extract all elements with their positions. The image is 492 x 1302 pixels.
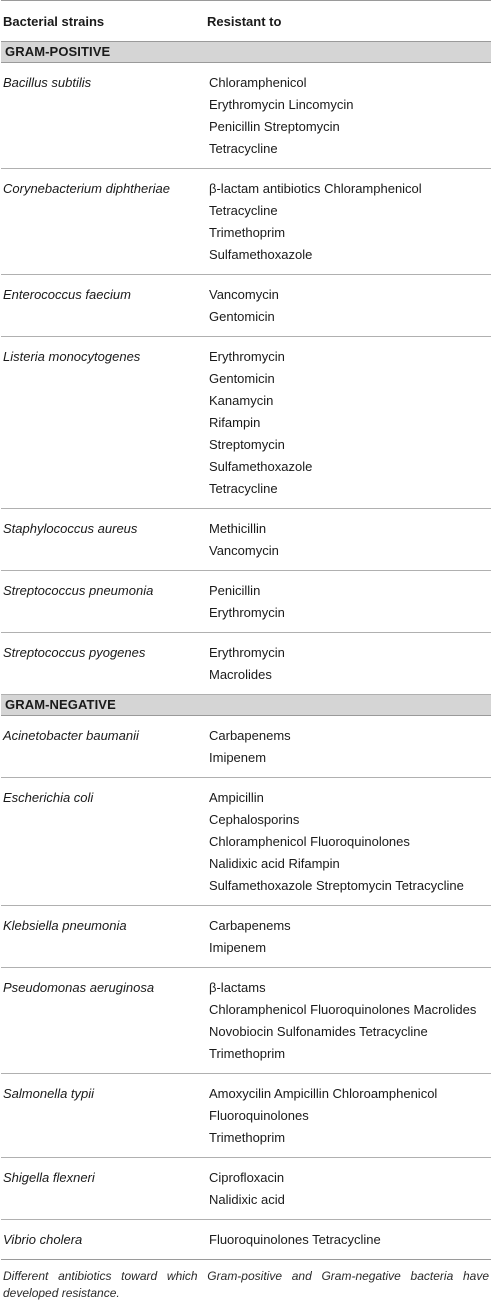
antibiotic-entry: Erythromycin <box>209 605 285 620</box>
resistance-table <box>1 0 491 1302</box>
antibiotic-entry: Trimethoprim <box>209 1046 286 1061</box>
resistant-list <box>209 178 491 266</box>
antibiotic-entry: Macrolides <box>209 667 272 682</box>
antibiotic-entry: Gentomicin <box>209 371 275 386</box>
strain-name: Staphylococcus aureus <box>3 521 138 536</box>
resistant-list <box>209 1083 491 1149</box>
antibiotic-entry: Ciprofloxacin <box>209 1170 285 1185</box>
table-row <box>1 968 491 1074</box>
resistant-list <box>209 642 491 686</box>
antibiotic-entry: Erythromycin Lincomycin <box>209 97 354 112</box>
table-row <box>1 275 491 337</box>
antibiotic-entry: Kanamycin <box>209 393 274 408</box>
antibiotic-entry: Chloramphenicol <box>209 75 307 90</box>
table-row <box>1 1158 491 1220</box>
resistant-list <box>209 977 491 1065</box>
antibiotic-entry: β-lactam antibiotics Chloramphenicol <box>209 181 422 196</box>
antibiotic-entry: Carbapenems <box>209 728 291 743</box>
antibiotic-entry: Methicillin <box>209 521 267 536</box>
resistant-list <box>209 284 491 328</box>
antibiotic-entry: Chloramphenicol Fluoroquinolones <box>209 834 410 849</box>
strain-name: Escherichia coli <box>3 790 94 805</box>
antibiotic-entry: Imipenem <box>209 750 267 765</box>
resistant-list <box>209 1167 491 1211</box>
strain-name: Acinetobacter baumanii <box>3 728 139 743</box>
table-row <box>1 1074 491 1158</box>
antibiotic-entry: Trimethoprim <box>209 1130 286 1145</box>
section-header: GRAM-NEGATIVE <box>1 695 491 716</box>
antibiotic-entry: Fluoroquinolones <box>209 1108 309 1123</box>
table-row <box>1 571 491 633</box>
antibiotic-entry: Nalidixic acid <box>209 1192 285 1207</box>
strain-name: Streptococcus pneumonia <box>3 583 154 598</box>
antibiotic-entry: Sulfamethoxazole <box>209 247 313 262</box>
resistant-list <box>209 787 491 897</box>
antibiotic-entry: Ampicillin <box>209 790 264 805</box>
table-body <box>1 42 491 1260</box>
table-row <box>1 716 491 778</box>
antibiotic-entry: Trimethoprim <box>209 225 286 240</box>
table-row <box>1 337 491 509</box>
table-row <box>1 169 491 275</box>
antibiotic-entry: Vancomycin <box>209 287 279 302</box>
resistant-list <box>209 72 491 160</box>
antibiotic-entry: Nalidixic acid Rifampin <box>209 856 340 871</box>
table-row <box>1 509 491 571</box>
strain-name: Vibrio cholera <box>3 1232 83 1247</box>
strain-name: Streptococcus pyogenes <box>3 645 146 660</box>
strain-name: Corynebacterium diphtheriae <box>3 181 170 196</box>
antibiotic-entry: Erythromycin <box>209 645 285 660</box>
antibiotic-entry: Gentomicin <box>209 309 275 324</box>
table-row <box>1 633 491 695</box>
antibiotic-entry: Novobiocin Sulfonamides Tetracycline <box>209 1024 428 1039</box>
antibiotic-entry: Carbapenems <box>209 918 291 933</box>
antibiotic-entry: β-lactams <box>209 980 266 995</box>
resistant-list <box>209 346 491 500</box>
antibiotic-entry: Tetracycline <box>209 141 278 156</box>
strain-name: Listeria monocytogenes <box>3 349 141 364</box>
strain-name: Shigella flexneri <box>3 1170 95 1185</box>
table-caption: Different antibiotics toward which Gram-positive and Gram-negative bacteria have developed resistance. <box>3 1269 489 1300</box>
antibiotic-entry: Sulfamethoxazole Streptomycin Tetracycline <box>209 878 464 893</box>
table-row <box>1 906 491 968</box>
strain-name: Pseudomonas aeruginosa <box>3 980 155 995</box>
resistant-list <box>209 725 491 769</box>
table-row <box>1 1220 491 1260</box>
table-row <box>1 778 491 906</box>
section-header: GRAM-POSITIVE <box>1 42 491 63</box>
antibiotic-entry: Tetracycline <box>209 481 278 496</box>
antibiotic-entry: Amoxycilin Ampicillin Chloroamphenicol <box>209 1086 438 1101</box>
resistant-list <box>209 915 491 959</box>
header-resistant-to: Resistant to <box>207 13 282 29</box>
antibiotic-entry: Imipenem <box>209 940 267 955</box>
antibiotic-entry: Penicillin <box>209 583 261 598</box>
resistant-list <box>209 518 491 562</box>
strain-name: Klebsiella pneumonia <box>3 918 127 933</box>
antibiotic-entry: Fluoroquinolones Tetracycline <box>209 1232 381 1247</box>
strain-name: Enterococcus faecium <box>3 287 131 302</box>
resistant-list <box>209 580 491 624</box>
antibiotic-entry: Sulfamethoxazole <box>209 459 313 474</box>
antibiotic-entry: Penicillin Streptomycin <box>209 119 340 134</box>
antibiotic-entry: Streptomycin <box>209 437 285 452</box>
antibiotic-entry: Chloramphenicol Fluoroquinolones Macrolides <box>209 1002 477 1017</box>
table-header <box>1 0 491 42</box>
strain-name: Salmonella typii <box>3 1086 95 1101</box>
antibiotic-entry: Rifampin <box>209 415 261 430</box>
strain-name: Bacillus subtilis <box>3 75 92 90</box>
antibiotic-entry: Vancomycin <box>209 543 279 558</box>
resistant-list <box>209 1229 491 1251</box>
header-bacterial-strains: Bacterial strains <box>3 13 105 29</box>
antibiotic-entry: Tetracycline <box>209 203 278 218</box>
antibiotic-entry: Cephalosporins <box>209 812 300 827</box>
antibiotic-entry: Erythromycin <box>209 349 285 364</box>
table-row <box>1 63 491 169</box>
